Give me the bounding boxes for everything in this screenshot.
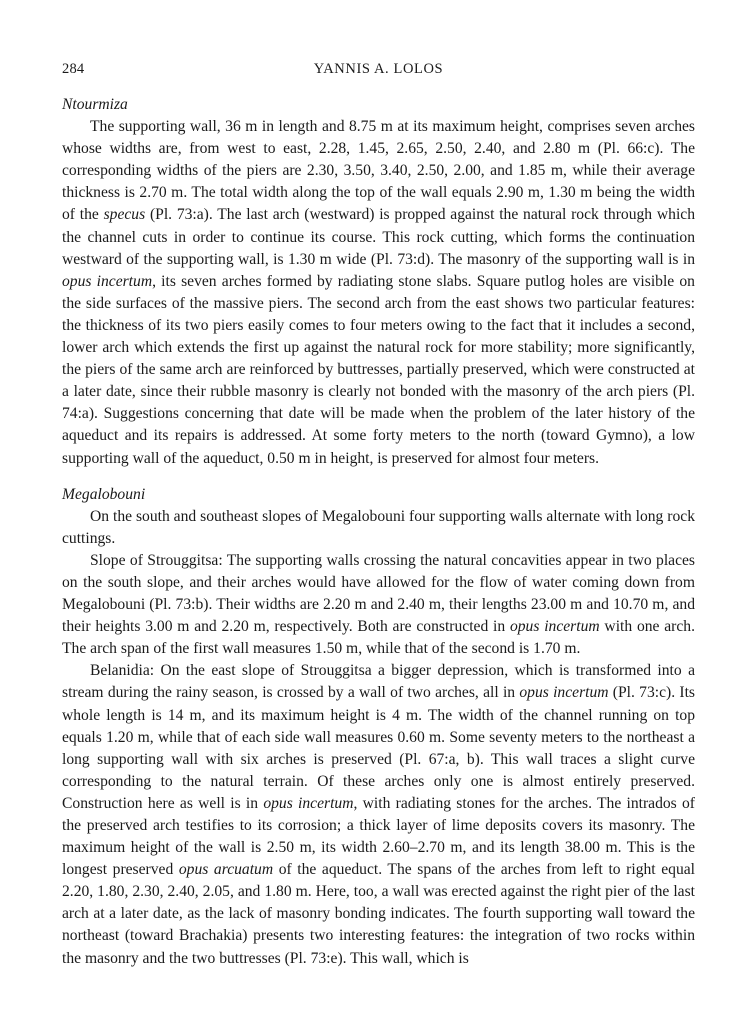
running-head: YANNIS A. LOLOS: [313, 61, 444, 77]
section-title: Ntourmiza: [62, 96, 128, 113]
latin-term: specus: [103, 206, 146, 224]
paragraph: On the south and southeast slopes of Megalobouni four supporting walls alternate with long rock cuttings.: [62, 507, 695, 547]
section-megalobouni: [62, 484, 695, 970]
latin-term: opus incertum: [509, 618, 600, 636]
paragraph: The supporting wall, 36 m in length and 8.75 m at its maximum height, comprises seven arches whose widths are, from west to east, 2.28, 1.45, 2.65, 2.50, 2.40, and 2.80 m (Pl. 66:c). The corresponding widths of the piers are 2.30, 3.50, 3.40, 2.50, 2.00, and 1.85 m, while their average thickness is 2.70 m. The total width along the top of the wall equals 2.90 m, 1.30 m being the width of the specus (Pl. 73:a). The last arch (westward) is propped against the natural rock through which the channel cuts in order to continue its course. This rock cutting, which forms the continuation westward of the supporting wall, is 1.30 m wide (Pl. 73:d). The masonry of the supporting wall is in opus incertum, its seven arches formed by radiating stone slabs. Square putlog holes are visible on the side surfaces of the massive piers. The second arch from the east shows two particular features: the thickness of its two piers easily comes to four meters owing to the fact that it includes a second, lower arch which extends the first up against the natural rock for more stability; more significantly, the piers of the same arch are reinforced by buttresses, partially preserved, which were constructed at a later date, since their rubble masonry is clearly not bonded with the masonry of the arch piers (Pl. 74:a). Suggestions concerning that date will be made when the problem of the later history of the aqueduct and its repairs is addressed. At some forty meters to the north (toward Gymno), a low supporting wall of the aqueduct, 0.50 m in height, is preserved for almost four meters.: [62, 118, 695, 467]
paragraph: Slope of Strouggitsa: The supporting walls crossing the natural concavities appear in two places on the south slope, and their arches would have allowed for the flow of water coming down from Megalobouni (Pl. 73:b). Their widths are 2.20 m and 2.40 m, their lengths 23.00 m and 10.70 m, and their heights 3.00 m and 2.20 m, respectively. Both are constructed in opus incertum with one arch. The arch span of the first wall measures 1.50 m, while that of the second is 1.70 m.: [62, 551, 695, 658]
latin-term: opus incertum: [62, 272, 153, 290]
section-title: Megalobouni: [62, 485, 146, 503]
latin-term: opus incertum: [519, 684, 609, 702]
section-ntourmiza: [62, 94, 695, 470]
page-number: 284: [62, 61, 85, 77]
paragraph: Belanidia: On the east slope of Strouggitsa a bigger depression, which is transformed into a stream during the rainy season, is crossed by a wall of two arches, all in opus incertum (Pl. 73:c). Its whole length is 14 m, and its maximum height is 4 m. The width of the channel running on top equals 1.20 m, while that of each side wall measures 0.60 m. Some seventy meters to the northeast a long supporting wall with six arches is preserved (Pl. 67:a, b). This wall traces a slight curve corresponding to the natural terrain. Of these arches only one is almost entirely preserved. Construction here as well is in opus incertum, with radiating stones for the arches. The intrados of the preserved arch testifies to its corrosion; a thick layer of lime deposits covers its masonry. The maximum height of the wall is 2.50 m, its width 2.60–2.70 m, and its length 38.00 m. This is the longest preserved opus arcuatum of the aqueduct. The spans of the arches from left to right equal 2.20, 1.80, 2.30, 2.40, 2.05, and 1.80 m. Here, too, a wall was erected against the right pier of the last arch at a later date, as the lack of masonry bonding indicates. The fourth supporting wall toward the northeast (toward Brachakia) presents two interesting features: the integration of two rocks within the masonry and the two buttresses (Pl. 73:e). This wall, which is: [62, 662, 695, 967]
latin-term: opus arcuatum: [178, 861, 274, 879]
latin-term: opus incertum: [263, 794, 354, 812]
page-header: [62, 58, 695, 80]
